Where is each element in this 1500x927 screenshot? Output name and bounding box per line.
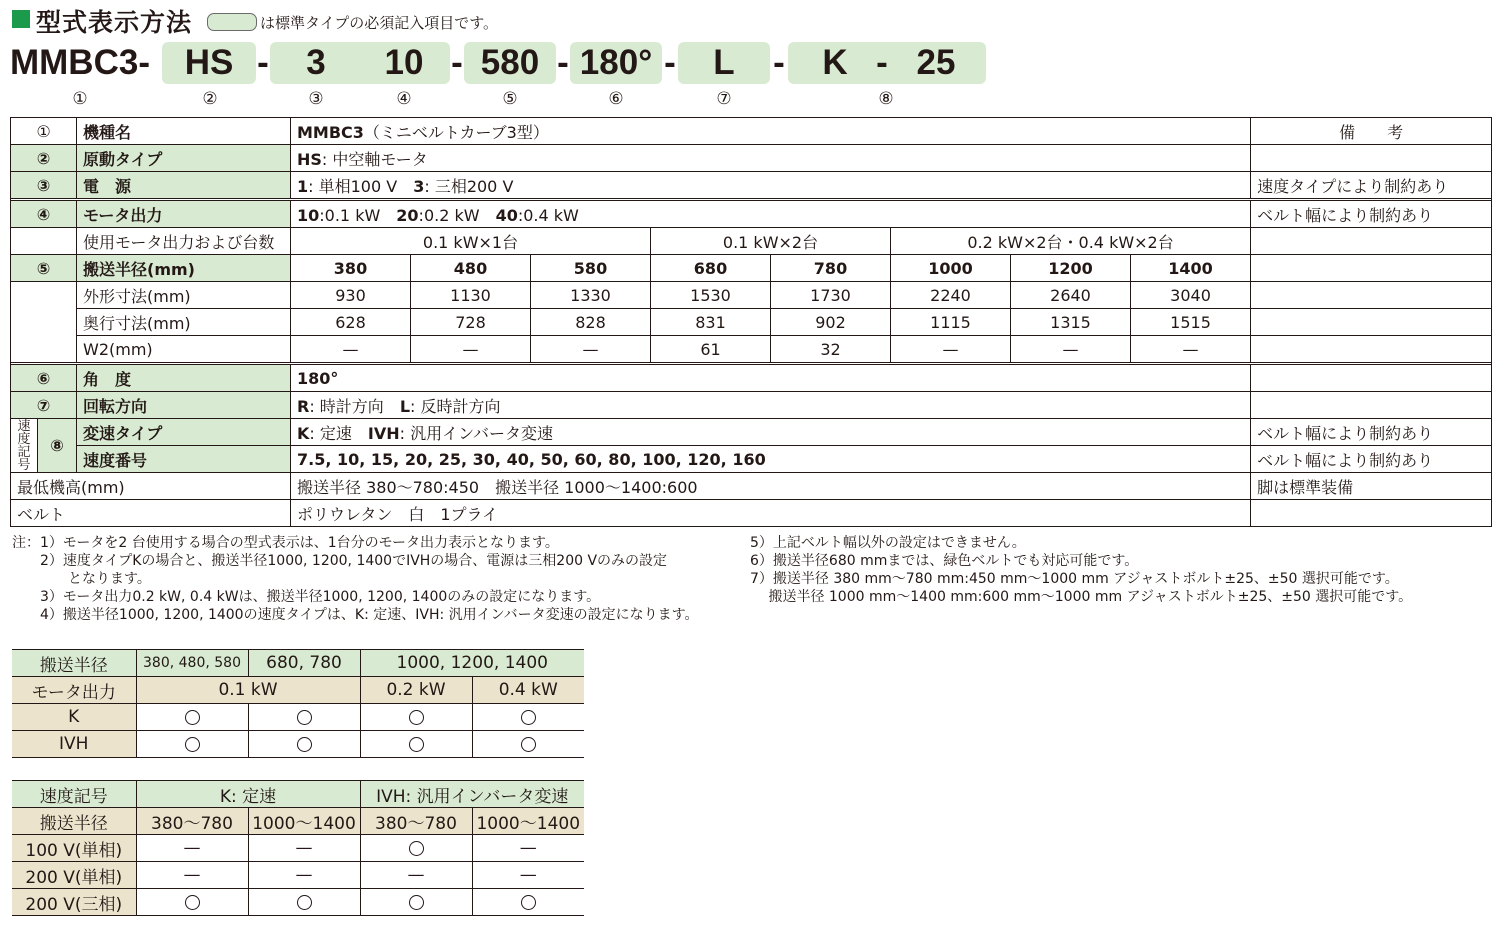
table-header: 1000〜1400: [248, 808, 360, 835]
radius-value: 1000: [891, 255, 1011, 282]
row-value: 7.5, 10, 15, 20, 25, 30, 40, 50, 60, 80, 100, 120, 160: [291, 446, 1251, 473]
row-label: 200 V(単相): [12, 862, 136, 889]
remark: ベルト幅により制約あり: [1251, 201, 1492, 228]
circle-icon: [521, 895, 536, 910]
section-marker: [12, 10, 30, 28]
radius-value: 780: [771, 255, 891, 282]
table-cell: 831: [651, 309, 771, 336]
row-label: IVH: [12, 731, 136, 758]
row-label: W2(mm): [77, 336, 291, 363]
remark: [1251, 500, 1492, 527]
item-number: ⑧: [38, 419, 77, 473]
table-cell: [360, 704, 472, 731]
code-marker: ⑤: [502, 89, 518, 109]
table-cell: [472, 704, 584, 731]
row-rotation: [11, 392, 1492, 419]
row-model: [11, 118, 1492, 145]
table-cell: [136, 704, 248, 731]
motor-output-table: [12, 649, 584, 758]
item-number: ⑥: [11, 365, 77, 392]
usage-group: 0.2 kW×2台・0.4 kW×2台: [891, 228, 1251, 255]
table-header: IVH: 汎用インバータ変速: [360, 781, 584, 808]
code-seg-3: 3: [306, 43, 326, 82]
table-cell: 1515: [1131, 309, 1251, 336]
table-cell: 1315: [1011, 309, 1131, 336]
row-speed-no: [11, 446, 1492, 473]
speed-voltage-table: [12, 780, 584, 916]
row-label: モータ出力: [77, 201, 291, 228]
row-value: HS: 中空軸モータ: [291, 145, 1251, 172]
row-value: 1: 単相100 V 3: 三相200 V: [291, 172, 1251, 199]
table-cell: —: [531, 336, 651, 363]
table-cell: [248, 704, 360, 731]
code-marker: ①: [72, 89, 88, 109]
table-header: 1000〜1400: [472, 808, 584, 835]
table-row: [12, 731, 584, 758]
code-dash: -: [664, 43, 676, 82]
table-row: [12, 677, 584, 704]
row-label: ベルト: [11, 500, 291, 527]
row-min-height: [11, 473, 1492, 500]
row-label: 搬送半径(mm): [77, 255, 291, 282]
row-label: 機種名: [77, 118, 291, 145]
note-line: 注：1）モータを2 台使用する場合の型式表示は、1台分のモータ出力表示となります。: [12, 535, 559, 551]
row-label: 使用モータ出力および台数: [77, 228, 291, 255]
row-label: 200 V(三相): [12, 889, 136, 916]
table-cell: 1115: [891, 309, 1011, 336]
table-row: [12, 704, 584, 731]
legend-text: は標準タイプの必須記入項目です。: [260, 14, 499, 32]
table-cell: [472, 889, 584, 916]
row-value: R: 時計方向 L: 反時計方向: [291, 392, 1251, 419]
note-line: 7）搬送半径 380 mm〜780 mm:450 mm〜1000 mm アジャストボルト±25、±50 選択可能です。: [750, 571, 1399, 587]
remark: 速度タイプにより制約あり: [1251, 172, 1492, 199]
table-cell: 1130: [411, 282, 531, 309]
row-label: 速度番号: [77, 446, 291, 473]
note-line: 5）上記ベルト幅以外の設定はできません。: [750, 535, 1026, 551]
code-seg-580: 580: [480, 43, 540, 82]
item-number: ①: [11, 118, 77, 145]
row-label: K: [12, 704, 136, 731]
table-cell: —: [248, 862, 360, 889]
table-cell: [360, 731, 472, 758]
remark: ベルト幅により制約あり: [1251, 446, 1492, 473]
table-header: K: 定速: [136, 781, 360, 808]
radius-value: 1200: [1011, 255, 1131, 282]
code-dash: -: [876, 43, 888, 82]
table-row: [12, 781, 584, 808]
remark: ベルト幅により制約あり: [1251, 419, 1492, 446]
code-dash: -: [451, 43, 463, 82]
page-title: 型式表示方法: [36, 8, 193, 37]
remark: 脚は標準装備: [1251, 473, 1492, 500]
row-label: 最低機高(mm): [11, 473, 291, 500]
code-seg-10: 10: [384, 43, 424, 82]
code-seg-k: K: [822, 43, 848, 82]
radius-value: 1400: [1131, 255, 1251, 282]
table-header: 380〜780: [136, 808, 248, 835]
code-seg-hs: HS: [184, 43, 234, 82]
row-depth: [11, 309, 1492, 336]
item-number: ④: [11, 201, 77, 228]
code-seg-25: 25: [916, 43, 956, 82]
table-header: 搬送半径: [12, 808, 136, 835]
table-cell: 32: [771, 336, 891, 363]
table-cell: [360, 835, 472, 862]
circle-icon: [297, 895, 312, 910]
row-w2: [11, 336, 1492, 363]
item-number: ⑤: [11, 255, 77, 282]
table-cell: —: [360, 862, 472, 889]
speed-code-side-label: 速度記号: [11, 419, 38, 473]
table-cell: 3040: [1131, 282, 1251, 309]
table-row: [12, 808, 584, 835]
table-row: [12, 835, 584, 862]
radius-value: 380: [291, 255, 411, 282]
row-drive: [11, 145, 1492, 172]
row-angle: [11, 365, 1492, 392]
table-header: モータ出力: [12, 677, 136, 704]
table-cell: —: [472, 862, 584, 889]
remark-header: 備 考: [1251, 118, 1492, 145]
spec-table: [10, 117, 1492, 527]
circle-icon: [185, 710, 200, 725]
row-power: [11, 172, 1492, 199]
code-dash: -: [557, 43, 569, 82]
row-label: 電 源: [77, 172, 291, 199]
table-row: [12, 862, 584, 889]
row-label: 外形寸法(mm): [77, 282, 291, 309]
table-header: 380, 480, 580: [136, 650, 248, 677]
code-seg-180: 180°: [579, 43, 653, 82]
remark: [1251, 365, 1492, 392]
row-label: 回転方向: [77, 392, 291, 419]
table-cell: 930: [291, 282, 411, 309]
circle-icon: [185, 895, 200, 910]
note-line: 6）搬送半径680 mmまでは、緑色ベルトでも対応可能です。: [750, 553, 1139, 569]
item-number: ⑦: [11, 392, 77, 419]
row-label: 原動タイプ: [77, 145, 291, 172]
row-radius: [11, 255, 1492, 282]
radius-value: 680: [651, 255, 771, 282]
table-cell: 1330: [531, 282, 651, 309]
table-cell: 728: [411, 309, 531, 336]
circle-icon: [409, 841, 424, 856]
table-cell: —: [248, 835, 360, 862]
row-motor: [11, 201, 1492, 228]
code-dash: -: [773, 43, 785, 82]
row-label: 変速タイプ: [77, 419, 291, 446]
row-label: 100 V(単相): [12, 835, 136, 862]
table-cell: [136, 731, 248, 758]
table-cell: —: [1131, 336, 1251, 363]
table-cell: —: [1011, 336, 1131, 363]
table-cell: [136, 889, 248, 916]
code-marker: ⑥: [608, 89, 624, 109]
table-row: [12, 650, 584, 677]
remark: [1251, 145, 1492, 172]
usage-group: 0.1 kW×1台: [291, 228, 651, 255]
table-header: 1000, 1200, 1400: [360, 650, 584, 677]
row-value: ポリウレタン 白 1プライ: [291, 500, 1251, 527]
table-cell: 628: [291, 309, 411, 336]
radius-value: 580: [531, 255, 651, 282]
table-cell: 2240: [891, 282, 1011, 309]
table-header: 0.1 kW: [136, 677, 360, 704]
legend-swatch: [207, 13, 257, 31]
row-label: 奥行寸法(mm): [77, 309, 291, 336]
table-header: 搬送半径: [12, 650, 136, 677]
usage-group: 0.1 kW×2台: [651, 228, 891, 255]
code-marker: ③: [308, 89, 324, 109]
circle-icon: [297, 710, 312, 725]
circle-icon: [409, 737, 424, 752]
notes-left: [12, 534, 699, 624]
row-usage: [11, 228, 1492, 255]
table-header: 速度記号: [12, 781, 136, 808]
table-cell: —: [136, 835, 248, 862]
row-value: MMBC3（ミニベルトカーブ3型）: [291, 118, 1251, 145]
table-cell: —: [136, 862, 248, 889]
row-value: 10:0.1 kW 20:0.2 kW 40:0.4 kW: [291, 201, 1251, 228]
table-cell: —: [291, 336, 411, 363]
note-line: 2）速度タイプKの場合と、搬送半径1000, 1200, 1400でIVHの場合、電源は三相200 Vのみの設定: [12, 553, 668, 569]
circle-icon: [297, 737, 312, 752]
code-marker: ②: [202, 89, 218, 109]
note-line: 4）搬送半径1000, 1200, 1400の速度タイプは、K: 定速、IVH: 汎用インバータ変速の設定になります。: [12, 607, 699, 623]
table-cell: 61: [651, 336, 771, 363]
table-cell: 828: [531, 309, 651, 336]
radius-value: 480: [411, 255, 531, 282]
note-line: となります。: [12, 571, 151, 587]
circle-icon: [185, 737, 200, 752]
note-line: 3）モータ出力0.2 kW, 0.4 kWは、搬送半径1000, 1200, 1400のみの設定になります。: [12, 589, 601, 605]
row-value: 180°: [291, 365, 1251, 392]
table-cell: 1530: [651, 282, 771, 309]
row-label: 角 度: [77, 365, 291, 392]
code-dash: -: [257, 43, 269, 82]
table-cell: [360, 889, 472, 916]
circle-icon: [521, 737, 536, 752]
item-number: ③: [11, 172, 77, 199]
table-row: [12, 889, 584, 916]
table-header: 680, 780: [248, 650, 360, 677]
row-outer: [11, 282, 1492, 309]
row-belt: [11, 500, 1492, 527]
table-cell: —: [891, 336, 1011, 363]
code-marker: ⑧: [878, 89, 894, 109]
table-cell: [248, 889, 360, 916]
table-cell: 902: [771, 309, 891, 336]
table-cell: 1730: [771, 282, 891, 309]
table-header: 380〜780: [360, 808, 472, 835]
circle-icon: [409, 710, 424, 725]
item-number: ②: [11, 145, 77, 172]
code-prefix: MMBC3-: [10, 43, 150, 82]
table-cell: 2640: [1011, 282, 1131, 309]
row-speed-type: [11, 419, 1492, 446]
table-cell: [472, 731, 584, 758]
note-line: 搬送半径 1000 mm〜1400 mm:600 mm〜1000 mm アジャストボルト±25、±50 選択可能です。: [750, 589, 1413, 605]
table-cell: [248, 731, 360, 758]
code-marker: ⑦: [716, 89, 732, 109]
table-cell: —: [472, 835, 584, 862]
code-marker: ④: [396, 89, 412, 109]
table-header: 0.4 kW: [472, 677, 584, 704]
table-header: 0.2 kW: [360, 677, 472, 704]
code-seg-l: L: [713, 43, 735, 82]
row-value: 搬送半径 380〜780:450 搬送半径 1000〜1400:600: [291, 473, 1251, 500]
circle-icon: [521, 710, 536, 725]
circle-icon: [409, 895, 424, 910]
remark: [1251, 392, 1492, 419]
table-cell: —: [411, 336, 531, 363]
notes-right: [750, 534, 1412, 606]
row-value: K: 定速 IVH: 汎用インバータ変速: [291, 419, 1251, 446]
